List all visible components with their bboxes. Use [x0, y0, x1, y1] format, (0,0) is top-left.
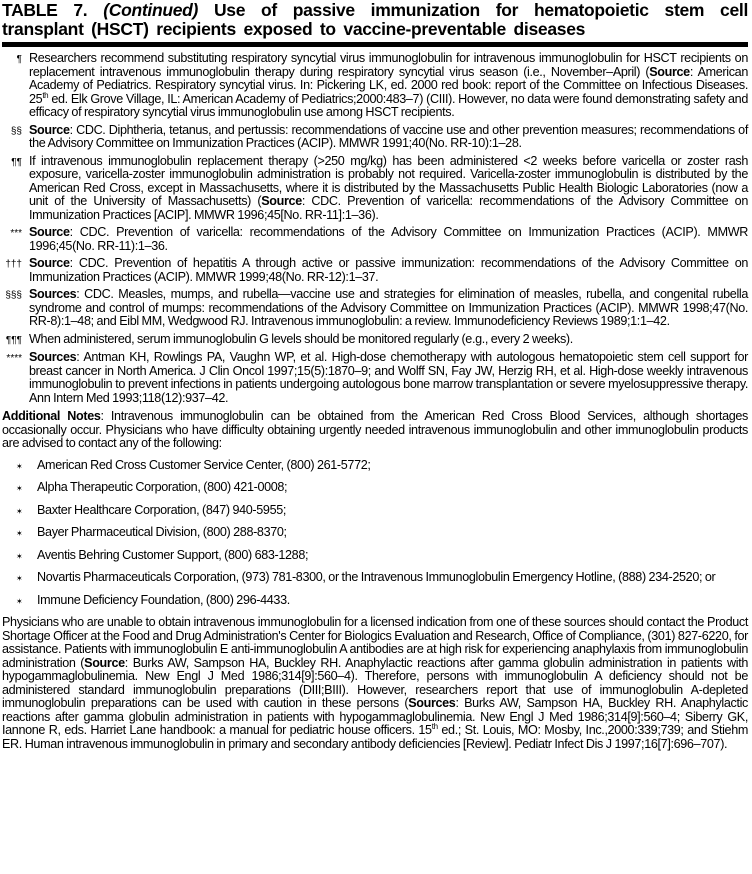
- footnote-text-segment: : CDC. Prevention of varicella: recommendations of the Advisory Committee on Immunization Practices [ACIP]. MMWR 1996;45[No. RR-11]:1–36).: [29, 194, 748, 222]
- closing-text-segment: th: [431, 721, 438, 731]
- contact-list: [2, 459, 748, 609]
- footnote-row: [2, 333, 748, 348]
- contact-text: Novartis Pharmaceuticals Corporation, (973) 781-8300, or the Intravenous Immunoglobulin Emergency Hotline, (888) 234-2520; or: [37, 570, 716, 584]
- table-title-number: TABLE 7.: [2, 0, 88, 20]
- footnote-text: [29, 351, 748, 405]
- bullet-star-icon: ✶: [16, 551, 23, 561]
- bullet-star-icon: ✶: [16, 529, 23, 538]
- bullet-star-icon: ✶: [16, 484, 23, 493]
- source-label: Sources: [29, 350, 77, 364]
- contact-text: Aventis Behring Customer Support, (800) 683-1288;: [37, 547, 309, 562]
- contact-text: Bayer Pharmaceutical Division, (800) 288-8370;: [37, 525, 287, 539]
- footnote-row: [2, 124, 748, 151]
- footnote-text: [29, 155, 748, 223]
- footnote-row: [2, 288, 748, 329]
- footnote-marker: ****: [6, 353, 22, 364]
- footnote-text-segment: : CDC. Diphtheria, tetanus, and pertussis: recommendations of vaccine use and other prevention measures; recommendations of the Advisory Committee on Immunization Practices (ACIP). MMWR 1991;40(No. RR-10):1–28.: [29, 122, 748, 150]
- table-title-continued: (Continued): [103, 0, 199, 20]
- footnote-marker: ¶¶¶: [5, 334, 22, 346]
- footnote-list: [2, 52, 748, 405]
- footnote-marker: ***: [10, 228, 22, 239]
- source-label: Source: [29, 122, 70, 137]
- bullet-star-icon: ✶: [16, 596, 23, 606]
- bullet-star-icon: ✶: [16, 461, 23, 471]
- additional-notes-segment: : Intravenous immunoglobulin can be obtained from the American Red Cross Blood Services, although shortages occasionally occur. Physicians who have difficulty obtaining urgently needed intravenous immunoglobulin and other immunoglobulin products are advised to contact any of the following:: [2, 409, 748, 450]
- footnote-row: [2, 226, 748, 253]
- source-label: Sources: [29, 287, 77, 301]
- footnote-marker: †††: [5, 259, 22, 270]
- source-label: Source: [29, 256, 70, 270]
- source-label: Source: [649, 64, 690, 79]
- footnote-text: [29, 257, 748, 284]
- footnote-marker: ¶: [16, 54, 22, 65]
- source-label: Source: [261, 194, 302, 208]
- footnote-text-segment: : American Academy of Pediatrics. Respiratory syncytial virus. In: Pickering LK, ed. 2000 red book: report of the Committee on Infectious Diseases. 25: [29, 64, 748, 106]
- closing-text-segment: : Burks AW, Sampson HA, Buckley RH. Anaphylactic reactions after gamma globulin administration in patients with hypogammaglobulinemia. New Engl J Med 1986;314[9]:560–4). Therefore, persons with immunoglobulin A deficiency should not be administered standard immunoglobulin preparations (DIII;BIII). However, researchers report that use of immunoglobulin A-depleted immunoglobulin preparations can be used with caution in these persons (: [2, 655, 749, 710]
- contact-item: [2, 526, 748, 541]
- contact-item: [2, 459, 748, 474]
- footnote-marker: ¶¶: [11, 156, 22, 168]
- closing-text-segment: Physicians who are unable to obtain intravenous immunoglobulin for a licensed indication from one of these sources should contact the Product Shortage Officer at the Food and Drug Administration's Center for Biologics Evaluation and Research, Office of Compliance, (301) 827-6220, for assistance. Patients with immunoglobulin E anti-immunoglobulin A antibodies are at high risk for experiencing anaphylaxis from immunoglobulin administration (: [2, 615, 748, 670]
- footnote-text-segment: Researchers recommend substituting respiratory syncytial virus immunoglobulin for intravenous immunoglobulin for HSCT recipients on replacement intravenous immunoglobulin therapy during respiratory syncytial virus season (i.e., November–April) (: [29, 51, 748, 79]
- additional-notes-text: [2, 409, 748, 450]
- contact-item: [2, 571, 748, 586]
- source-label: Sources: [408, 696, 456, 710]
- source-label: Source: [84, 655, 125, 670]
- footnote-row: [2, 257, 748, 284]
- footnote-text-segment: : CDC. Measles, mumps, and rubella—vaccine use and strategies for elimination of measles, rubella, and congenital rubella syndrome and control of mumps: recommendations of the Advisory Committee on Immunization Practices (ACIP). MMWR 1998;47(No. RR-8):1–48; and Eibl MM, Wedgwood RJ. Intravenous immunoglobulin: a review. Immunodeficiency Reviews 1989;1:1–42.: [29, 287, 748, 328]
- closing-text-segment: ed.; St. Louis, MO: Mosby, Inc.,2000:339;739; and Stiehm ER. Human intravenous immunoglobulin in primary and secondary antibody deficiencies [Review]. Pediatr Infect Dis J 1997;16[7]:696–707).: [2, 723, 748, 751]
- footnote-text: [29, 124, 748, 151]
- footnote-text-segment: When administered, serum immunoglobulin G levels should be monitored regularly (e.g., every 2 weeks).: [29, 331, 573, 346]
- table-title-text: Use of passive immunization for hematopoietic stem cell transplant (HSCT) recipients exposed to vaccine-preventable diseases: [2, 0, 749, 39]
- source-label: Source: [29, 225, 70, 239]
- footnote-text: [29, 52, 748, 120]
- contact-item: [2, 481, 748, 496]
- footnote-text-segment: : CDC. Prevention of hepatitis A through active or passive immunization: recommendations of the Advisory Committee on Immunization Practices (ACIP). MMWR 1999;48(No. RR-12):1–37.: [29, 256, 748, 284]
- contact-text: American Red Cross Customer Service Center, (800) 261-5772;: [37, 457, 371, 472]
- footnote-text: [29, 226, 748, 253]
- bullet-star-icon: ✶: [16, 574, 23, 583]
- footnote-text-segment: If intravenous immunoglobulin replacement therapy (>250 mg/kg) has been administered <2 weeks before varicella or zoster rash exposure, varicella-zoster immunoglobulin administration is probably not required. Varicella-zoster immunoglobulin is distributed by the American Red Cross, except in Massachusetts, where it is distributed by the Massachusetts Public Health Biologic Laboratories (now a unit of the University of Massachusetts) (: [29, 153, 748, 208]
- contact-item: [2, 594, 748, 609]
- footnote-row: [2, 351, 748, 405]
- footnote-text-segment: : Antman KH, Rowlings PA, Vaughn WP, et al. High-dose chemotherapy with autologous hematopoietic stem cell support for breast cancer in North America. J Clin Oncol 1997;15(5):1870–9; and Wolff SN, Fay JW, Herzig RH, et al. High-dose weekly intravenous immunoglobulin to prevent infections in patients undergoing autologous bone marrow transplantation or severe myelosuppressive therapy. Ann Intern Med 1993;118(12):937–42.: [29, 350, 748, 405]
- table-title: [2, 1, 748, 39]
- closing-paragraph: [2, 616, 748, 751]
- bullet-star-icon: ✶: [16, 506, 23, 516]
- contact-text: Baxter Healthcare Corporation, (847) 940-5955;: [37, 502, 287, 517]
- footnote-text-segment: th: [42, 90, 49, 100]
- footnote-row: [2, 155, 748, 223]
- footnote-row: [2, 52, 748, 120]
- additional-notes-label: Additional Notes: [2, 409, 101, 423]
- footnote-text-segment: ed. Elk Grove Village, IL: American Academy of Pediatrics;2000:483–7) (CIII). However, no data were found demonstrating safety and efficacy of respiratory syncytial virus immunoglobulin use among HSCT recipients.: [29, 91, 748, 119]
- closing-text-segment: : Burks AW, Sampson HA, Buckley RH. Anaphylactic reactions after gamma globulin administration in patients with hypogammaglobulinemia. New Engl J Med 1986;314[9]:560–4; Siberry GK, Iannone R, eds. Harriet Lane handbook: a manual for pediatric house officers. 15: [2, 696, 748, 737]
- contact-text: Immune Deficiency Foundation, (800) 296-4433.: [37, 592, 290, 607]
- contact-text: Alpha Therapeutic Corporation, (800) 421-0008;: [37, 480, 288, 494]
- contact-item: [2, 504, 748, 519]
- footnote-text: [29, 288, 748, 329]
- additional-notes: [2, 410, 748, 451]
- footnote-text: [29, 333, 748, 347]
- contact-item: [2, 549, 748, 564]
- footnote-marker: §§: [10, 125, 22, 137]
- title-divider-rule: [2, 42, 748, 47]
- footnote-marker: §§§: [5, 290, 22, 301]
- footnote-text-segment: : CDC. Prevention of varicella: recommendations of the Advisory Committee on Immunization Practices (ACIP). MMWR 1996;45(No. RR-11):1–36.: [29, 225, 748, 253]
